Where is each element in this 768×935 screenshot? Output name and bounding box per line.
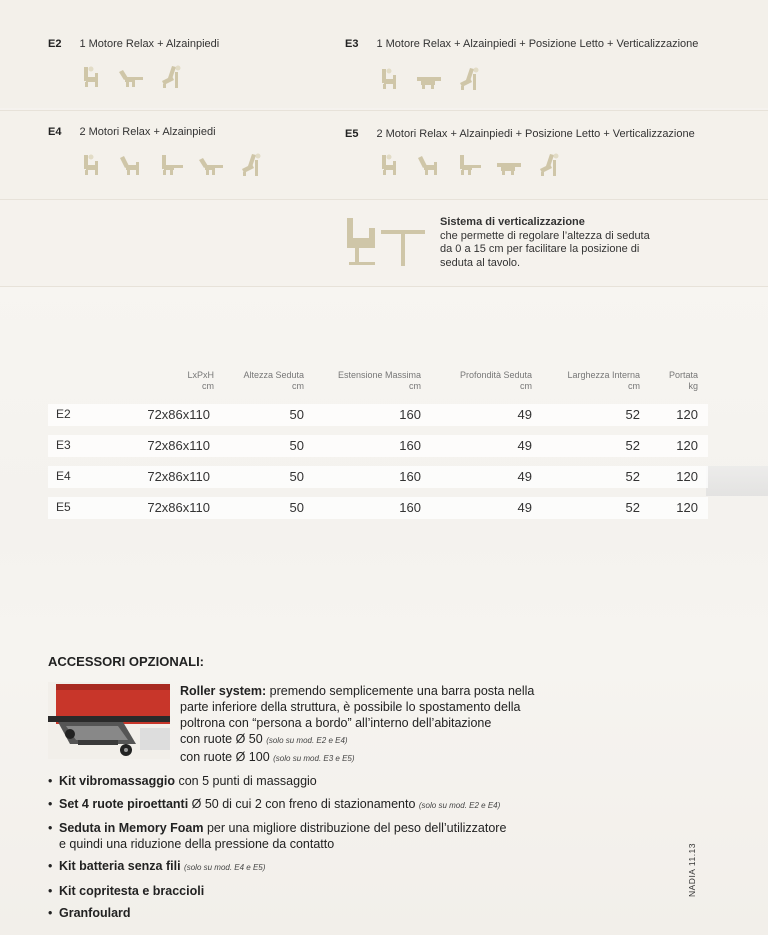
model-e3-icons	[376, 66, 482, 92]
row-dimensions: 72x86x110	[147, 438, 210, 453]
row-seat-height: 50	[289, 407, 304, 422]
roller-wheels-100: con ruote Ø 100	[180, 750, 270, 764]
chair-footrest-icon	[456, 152, 482, 178]
list-item: • Kit copritesta e braccioli	[48, 883, 648, 899]
row-seat-depth: 49	[517, 407, 532, 422]
model-e5-description: 2 Motori Relax + Alzainpiedi + Posizione Letto + Verticalizzazione	[376, 128, 695, 140]
chair-bed-icon	[416, 66, 442, 92]
row-load: 120	[676, 407, 698, 422]
model-e5-heading	[345, 128, 695, 140]
row-seat-height: 50	[289, 469, 304, 484]
roller-system-description	[180, 683, 600, 767]
table-row	[48, 435, 708, 457]
chair-lift-icon	[456, 66, 482, 92]
row-inner-width: 52	[625, 407, 640, 422]
chair-recline-icon	[416, 152, 442, 178]
row-dimensions: 72x86x110	[147, 469, 210, 484]
chair-upright-icon	[78, 64, 104, 90]
model-e4-icons	[78, 152, 264, 178]
chair-upright-icon	[376, 66, 402, 92]
roller-wheels-100-note: (solo su mod. E3 e E5)	[273, 754, 355, 763]
row-max-extension: 160	[399, 500, 421, 515]
row-model: E3	[56, 438, 71, 452]
model-e2-description: 1 Motore Relax + Alzainpiedi	[79, 38, 220, 50]
chair-recline-icon	[118, 152, 144, 178]
row-seat-depth: 49	[517, 500, 532, 515]
model-e3-description: 1 Motore Relax + Alzainpiedi + Posizione Letto + Verticalizzazione	[376, 38, 699, 50]
background-texture	[706, 466, 768, 496]
accessories-title: ACCESSORI OPZIONALI:	[48, 654, 205, 669]
header-load: Portata kg	[668, 370, 698, 391]
list-item: • Granfoulard	[48, 905, 648, 921]
row-dimensions: 72x86x110	[147, 407, 210, 422]
row-seat-depth: 49	[517, 438, 532, 453]
model-e4-description: 2 Motori Relax + Alzainpiedi	[79, 126, 216, 138]
accessories-list	[48, 773, 648, 928]
row-load: 120	[676, 469, 698, 484]
row-max-extension: 160	[399, 438, 421, 453]
table-row	[48, 497, 708, 519]
table-row	[48, 466, 708, 488]
chair-lift-icon	[238, 152, 264, 178]
row-inner-width: 52	[625, 469, 640, 484]
model-e4-heading	[48, 126, 216, 138]
row-seat-height: 50	[289, 438, 304, 453]
verticalization-description	[440, 216, 690, 270]
row-model: E4	[56, 469, 71, 483]
header-seat-height: Altezza Seduta cm	[243, 370, 304, 391]
verticalization-line-3: seduta al tavolo.	[440, 256, 521, 269]
row-load: 120	[676, 500, 698, 515]
model-e2-icons	[78, 64, 184, 90]
list-item: • Set 4 ruote piroettanti Ø 50 di cui 2 con freno di stazionamento (solo su mod. E2 e E4)	[48, 796, 648, 814]
row-load: 120	[676, 438, 698, 453]
verticalization-line-2: da 0 a 15 cm per facilitare la posizione di	[440, 243, 640, 255]
chair-lift-icon	[536, 152, 562, 178]
row-max-extension: 160	[399, 407, 421, 422]
list-item: • Kit vibromassaggio con 5 punti di massaggio	[48, 773, 648, 789]
model-e2-code: E2	[48, 38, 62, 50]
roller-wheels-50: con ruote Ø 50	[180, 732, 263, 746]
row-seat-depth: 49	[517, 469, 532, 484]
roller-system-photo	[48, 682, 170, 759]
chair-lift-icon	[158, 64, 184, 90]
header-inner-width: Larghezza Interna cm	[567, 370, 640, 391]
chair-bed-icon	[496, 152, 522, 178]
spec-table-header	[48, 364, 708, 394]
chair-footrest-icon	[158, 152, 184, 178]
chair-upright-icon	[376, 152, 402, 178]
header-dimensions: LxPxH cm	[187, 370, 214, 391]
roller-text-3: poltrona con “persona a bordo” all’interno dell’abitazione	[180, 716, 492, 730]
list-item: • Kit batteria senza fili (solo su mod. E4 e E5)	[48, 858, 648, 876]
roller-system-name: Roller system:	[180, 684, 267, 698]
chair-recline-footrest-icon	[198, 152, 224, 178]
model-e3-code: E3	[345, 38, 359, 50]
roller-wheels-50-note: (solo su mod. E2 e E4)	[266, 736, 348, 745]
model-e5-code: E5	[345, 128, 359, 140]
row-inner-width: 52	[625, 500, 640, 515]
list-item: • Seduta in Memory Foam per una migliore distribuzione del peso dell’utilizzatore e quindi una riduzione della pressione da contatto	[48, 820, 648, 852]
roller-text-1: premendo semplicemente una barra posta nella	[266, 684, 535, 698]
spec-table	[48, 364, 708, 519]
header-seat-depth: Profondità Seduta cm	[459, 370, 532, 391]
document-code: NADIA 11.13	[687, 842, 697, 897]
chair-at-table-icon	[343, 214, 428, 270]
chair-recline-footrest-icon	[118, 64, 144, 90]
verticalization-title: Sistema di verticalizzazione	[440, 216, 585, 228]
row-max-extension: 160	[399, 469, 421, 484]
row-model: E5	[56, 500, 71, 514]
model-e5-icons	[376, 152, 562, 178]
header-max-extension: Estensione Massima cm	[337, 370, 421, 391]
chair-upright-icon	[78, 152, 104, 178]
model-e3-heading	[345, 38, 698, 50]
model-e4-code: E4	[48, 126, 62, 138]
row-seat-height: 50	[289, 500, 304, 515]
row-dimensions: 72x86x110	[147, 500, 210, 515]
row-inner-width: 52	[625, 438, 640, 453]
model-e2-heading	[48, 38, 219, 50]
verticalization-line-1: che permette di regolare l’altezza di seduta	[440, 229, 650, 242]
roller-text-2: parte inferiore della struttura, è possibile lo spostamento della	[180, 700, 521, 714]
table-row	[48, 404, 708, 426]
row-model: E2	[56, 407, 71, 421]
